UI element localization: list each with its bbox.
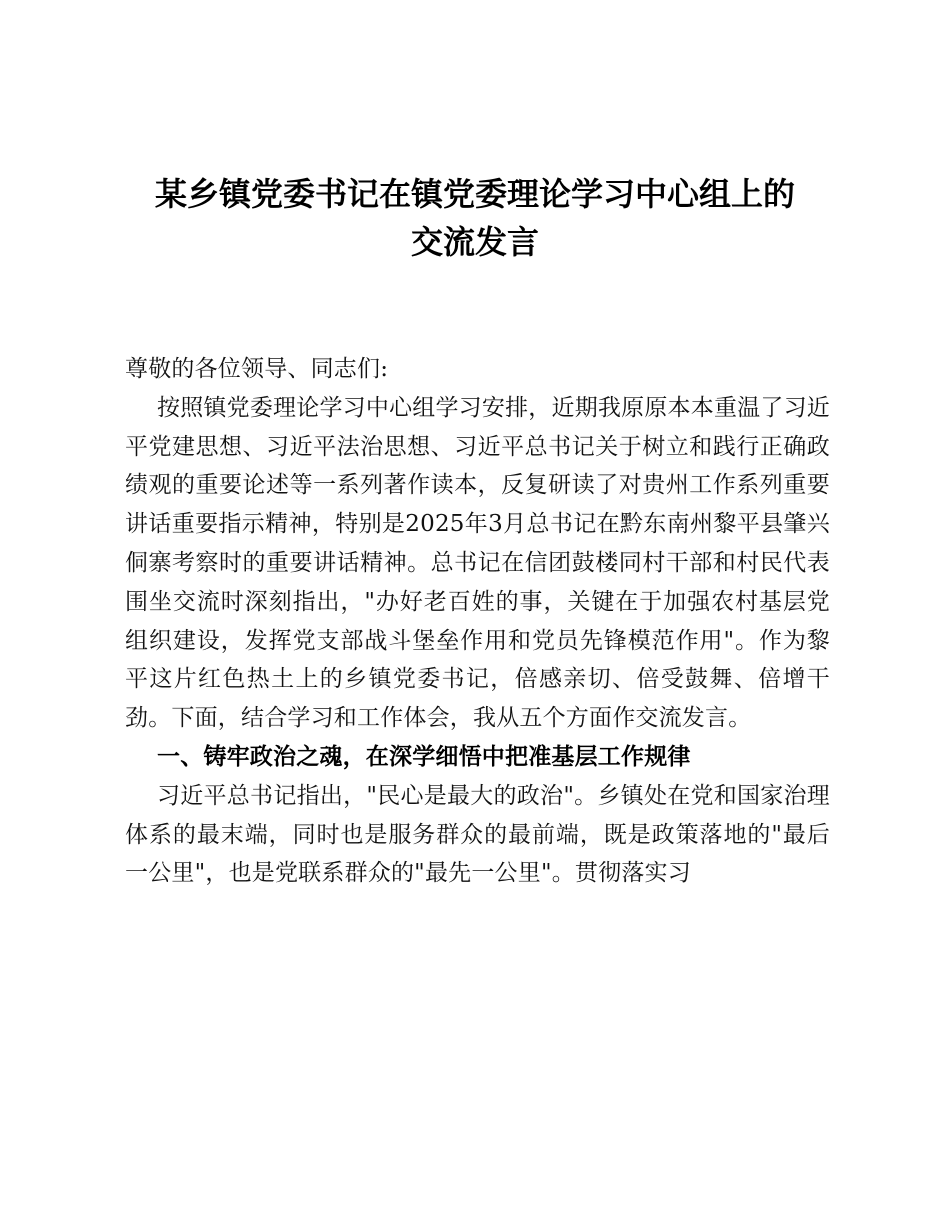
paragraph-intro: 按照镇党委理论学习中心组学习安排，近期我原原本本重温了习近平党建思想、习近平法治思想、习近平总书记关于树立和践行正确政绩观的重要论述等一系列著作读本，反复研读了对贵州工作系列重要讲话重要指示精神，特别是2025年3月总书记在黔东南州黎平县肇兴侗寨考察时的重要讲话精神。总书记在信团鼓楼同村干部和村民代表围坐交流时深刻指出，"办好老百姓的事，关键在于加强农村基层党组织建设，发挥党支部战斗堡垒作用和党员先锋模范作用"。作为黎平这片红色热土上的乡镇党委书记，倍感亲切、倍受鼓舞、倍增干劲。下面，结合学习和工作体会，我从五个方面作交流发言。	[125, 394, 830, 732]
paragraph-section-1: 习近平总书记指出，"民心是最大的政治"。乡镇处在党和国家治理体系的最末端，同时也是服务群众的最前端，既是政策落地的"最后一公里"，也是党联系群众的"最先一公里"。贯彻落实习	[125, 782, 830, 887]
document-title	[100, 170, 850, 266]
section-heading-1: 一、铸牢政治之魂，在深学细悟中把准基层工作规律	[157, 743, 691, 770]
title-line-1: 某乡镇党委书记在镇党委理论学习中心组上的	[154, 175, 795, 213]
document-body	[125, 350, 830, 893]
title-line-2: 交流发言	[410, 223, 539, 261]
salutation: 尊敬的各位领导、同志们:	[125, 356, 389, 382]
